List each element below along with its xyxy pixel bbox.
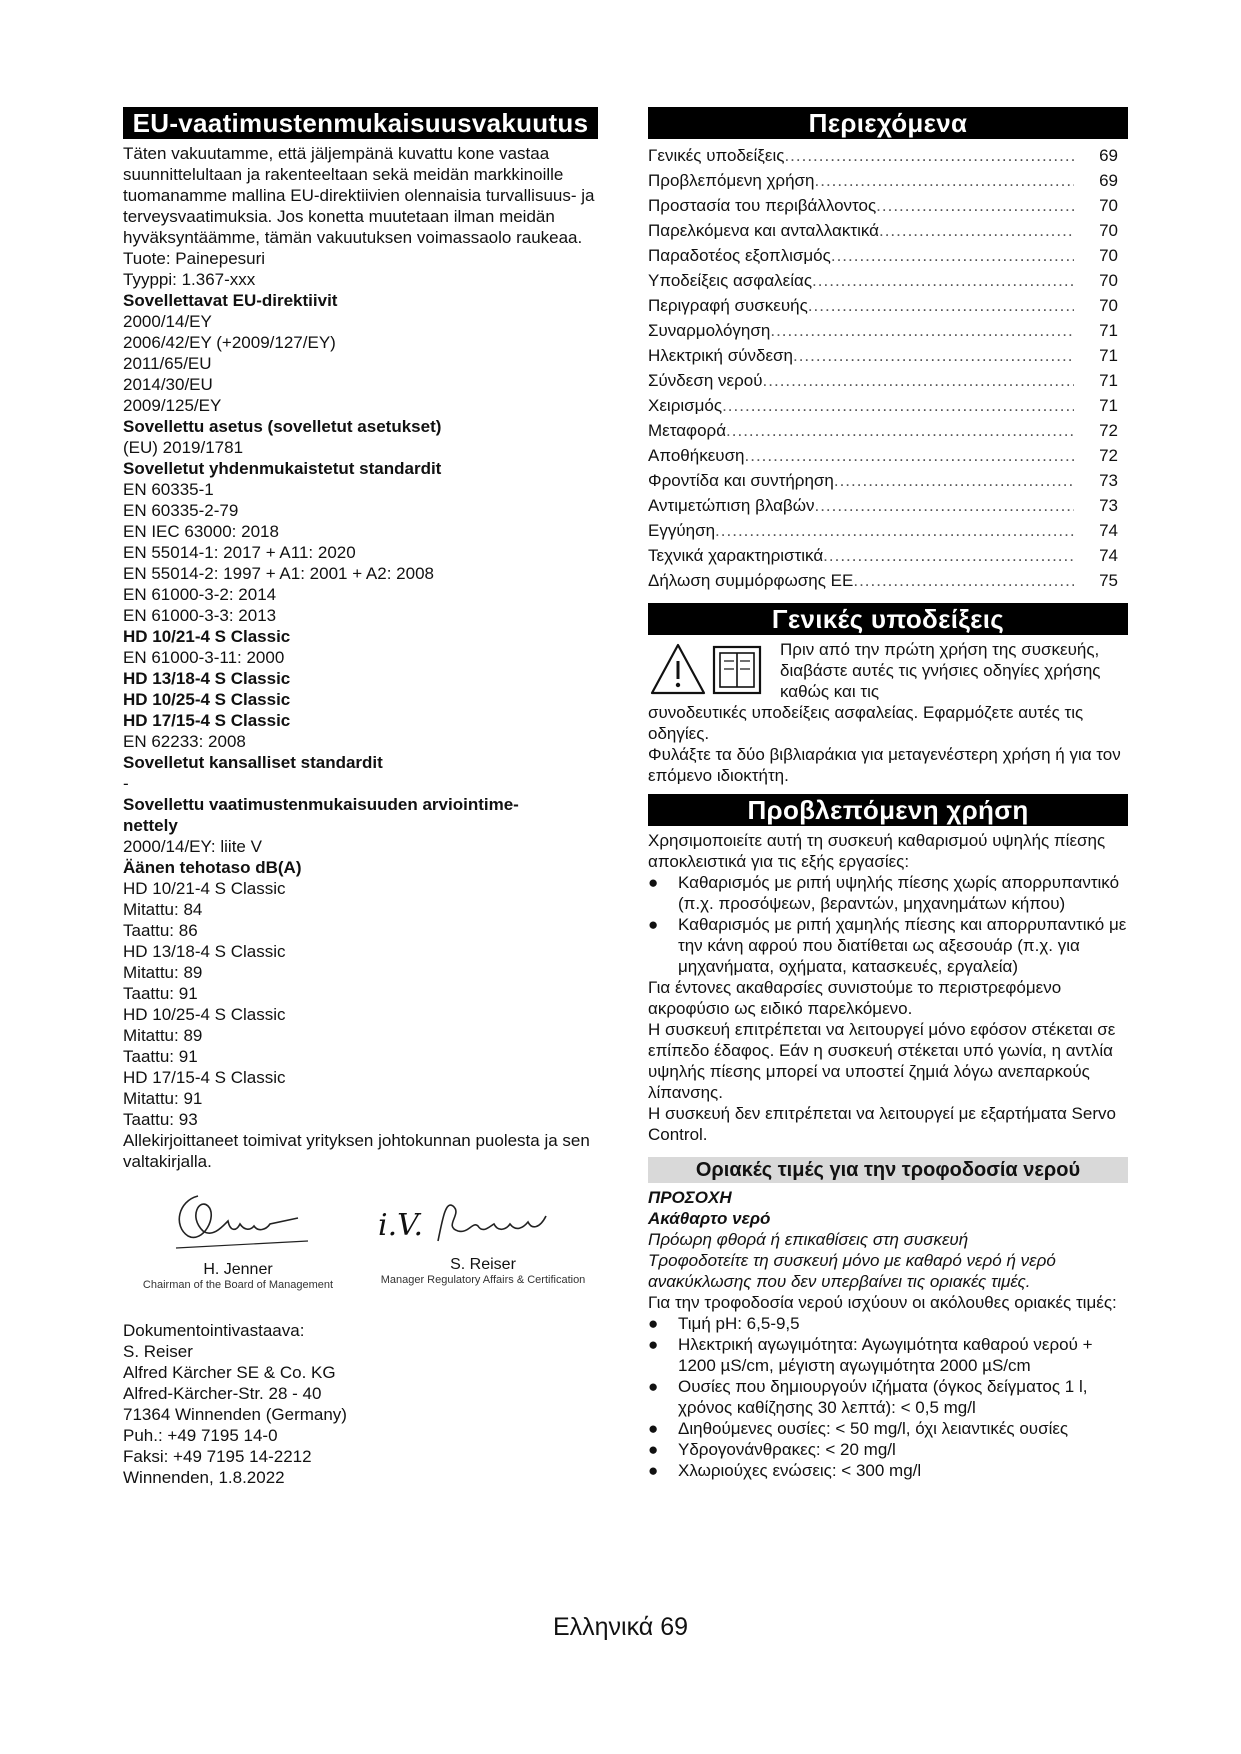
toc-entry[interactable]: Γενικές υποδείξεις ..... 69 bbox=[648, 143, 1118, 168]
use-bullet: ● Καθαρισμός με ριπή υψηλής πίεσης χωρίς απορρυπαντικό (π.χ. προσόψεων, βεραντών, μηχανημάτων κήπου) bbox=[648, 873, 1120, 913]
declaration-title: EU-vaatimustenmukaisuusvakuutus bbox=[123, 107, 598, 139]
directive-item: 2011/65/EU bbox=[123, 354, 212, 373]
use-paragraph: Η συσκευή δεν επιτρέπεται να λειτουργεί με εξαρτήματα Servo Control. bbox=[648, 1104, 1116, 1144]
sound-line: HD 10/21-4 S Classic bbox=[123, 879, 286, 898]
table-of-contents bbox=[648, 143, 1128, 593]
sound-line: Taattu: 91 bbox=[123, 984, 198, 1003]
standard-item: EN 60335-1 bbox=[123, 480, 214, 499]
directives-heading: Sovellettavat EU-direktiivit bbox=[123, 291, 338, 310]
caution-action: Τροφοδοτείτε τη συσκευή μόνο με καθαρό νερό ή νερό ανακύκλωσης που δεν υπερβαίνει τις οριακές τιμές. bbox=[648, 1251, 1056, 1291]
directive-item: 2014/30/EU bbox=[123, 375, 213, 394]
limit-item: ● Τιμή pH: 6,5-9,5 bbox=[648, 1314, 800, 1333]
toc-entry[interactable]: Χειρισμός ..... 71 bbox=[648, 393, 1118, 418]
handwritten-signature-icon bbox=[158, 1186, 318, 1256]
page-footer bbox=[0, 1613, 1241, 1642]
regulation-heading: Sovellettu asetus (sovelletut asetukset) bbox=[123, 417, 442, 436]
signatures bbox=[123, 1186, 598, 1306]
signer-prefix: i.V. bbox=[378, 1208, 424, 1243]
contact-line: Puh.: +49 7195 14-0 bbox=[123, 1426, 278, 1445]
toc-entry[interactable]: Ηλεκτρική σύνδεση ..... 71 bbox=[648, 343, 1118, 368]
national-heading: Sovelletut kansalliset standardit bbox=[123, 753, 383, 772]
sound-heading: Äänen tehotaso dB(A) bbox=[123, 858, 302, 877]
toc-entry[interactable]: Προστασία του περιβάλλοντος ..... 70 bbox=[648, 193, 1118, 218]
sound-line: HD 13/18-4 S Classic bbox=[123, 942, 286, 961]
contact-line: Dokumentointivastaava: bbox=[123, 1321, 305, 1340]
contact-line: Alfred-Kärcher-Str. 28 - 40 bbox=[123, 1384, 322, 1403]
directive-item: 2009/125/EY bbox=[123, 396, 222, 415]
general-text: Φυλάξτε τα δύο βιβλιαράκια για μεταγενέστερη χρήση ή για τον επόμενο ιδιοκτήτη. bbox=[648, 745, 1121, 785]
intro-text: Täten vakuutamme, että jäljempänä kuvattu kone vastaa suunnittelultaan ja rakenteeltaan sekä meidän markkinoille tuomanamme mallina EU-direktiivien olennaisia turvallisuus- ja terveysvaatimuksia. Jos konetta muutetaan ilman meidän hyväksyntäämme, tämän vakuutuksen voimassaolo raukeaa. bbox=[123, 144, 595, 247]
type-line: Tyyppi: 1.367-xxx bbox=[123, 270, 256, 289]
model-heading: HD 10/25-4 S Classic bbox=[123, 690, 291, 709]
model-heading: HD 17/15-4 S Classic bbox=[123, 711, 291, 730]
contact-line: Winnenden, 1.8.2022 bbox=[123, 1468, 285, 1487]
limit-item: ● Ουσίες που δημιουργούν ιζήματα (όγκος δείγματος 1 l, χρόνος καθίζησης 30 λεπτά): < 0,5 mg/l bbox=[648, 1377, 1088, 1417]
directive-item: 2000/14/EY bbox=[123, 312, 212, 331]
standard-item: EN IEC 63000: 2018 bbox=[123, 522, 279, 541]
signed-note: Allekirjoittaneet toimivat yrityksen johtokunnan puolesta ja sen valtakirjalla. bbox=[123, 1131, 590, 1171]
signer-name: S. Reiser bbox=[450, 1256, 516, 1273]
signer-name: H. Jenner bbox=[203, 1261, 273, 1278]
toc-entry[interactable]: Παραδοτέος εξοπλισμός ..... 70 bbox=[648, 243, 1118, 268]
toc-entry[interactable]: Αντιμετώπιση βλαβών ..... 73 bbox=[648, 493, 1118, 518]
warning-triangle-book-icon bbox=[648, 639, 780, 701]
limit-item: ● Ηλεκτρική αγωγιμότητα: Αγωγιμότητα καθαρού νερού + 1200 µS/cm, μέγιστη αγωγιμότητα 2000 µS/cm bbox=[648, 1335, 1093, 1375]
general-title: Γενικές υποδείξεις bbox=[648, 603, 1128, 635]
regulation-value: (EU) 2019/1781 bbox=[123, 438, 244, 457]
limit-item: ● Διηθούμενες ουσίες: < 50 mg/l, όχι λειαντικές ουσίες bbox=[648, 1419, 1069, 1438]
model-standard: EN 61000-3-11: 2000 bbox=[123, 648, 285, 667]
caution-subtitle: Ακάθαρτο νερό bbox=[648, 1209, 771, 1228]
product-line: Tuote: Painepesuri bbox=[123, 249, 266, 268]
sound-line: Mitattu: 89 bbox=[123, 1026, 203, 1045]
standard-item: EN 55014-1: 2017 + A11: 2020 bbox=[123, 543, 356, 562]
national-value: - bbox=[123, 774, 129, 793]
model-heading: HD 13/18-4 S Classic bbox=[123, 669, 291, 688]
limit-item: ● Χλωριούχες ενώσεις: < 300 mg/l bbox=[648, 1461, 922, 1480]
footer-language: Ελληνικά bbox=[552, 1613, 654, 1641]
sound-line: Mitattu: 91 bbox=[123, 1089, 203, 1108]
model-heading: HD 10/21-4 S Classic bbox=[123, 627, 291, 646]
standard-item: EN 60335-2-79 bbox=[123, 501, 239, 520]
contact-line: Alfred Kärcher SE & Co. KG bbox=[123, 1363, 336, 1382]
standard-item: EN 61000-3-2: 2014 bbox=[123, 585, 277, 604]
toc-entry[interactable]: Εγγύηση ..... 74 bbox=[648, 518, 1118, 543]
standard-item: EN 55014-2: 1997 + A1: 2001 + A2: 2008 bbox=[123, 564, 434, 583]
contact-block bbox=[123, 1320, 598, 1488]
limit-item: ● Υδρογονάνθρακες: < 20 mg/l bbox=[648, 1440, 896, 1459]
caution-text: Πρόωρη φθορά ή επικαθίσεις στη συσκευή bbox=[648, 1230, 969, 1249]
general-text: συνοδευτικές υποδείξεις ασφαλείας. Εφαρμόζετε αυτές τις οδηγίες. bbox=[648, 703, 1084, 743]
sound-line: Taattu: 91 bbox=[123, 1047, 198, 1066]
limits-intro: Για την τροφοδοσία νερού ισχύουν οι ακόλουθες οριακές τιμές: bbox=[648, 1293, 1117, 1312]
assessment-heading: nettely bbox=[123, 816, 178, 835]
warning-manual-icons bbox=[648, 639, 780, 701]
contact-line: 71364 Winnenden (Germany) bbox=[123, 1405, 347, 1424]
model-standard: EN 62233: 2008 bbox=[123, 732, 246, 751]
sound-line: Taattu: 86 bbox=[123, 921, 198, 940]
sound-line: Mitattu: 89 bbox=[123, 963, 203, 982]
sound-line: HD 10/25-4 S Classic bbox=[123, 1005, 286, 1024]
intended-use-title: Προβλεπόμενη χρήση bbox=[648, 794, 1128, 826]
use-paragraph: Η συσκευή επιτρέπεται να λειτουργεί μόνο εφόσον στέκεται σε επίπεδο έδαφος. Εάν η συσκευή στέκεται υπό γωνία, η αντλία υψηλής πίεσης μπορεί να υποστεί ζημιά λόγω ανεπαρκούς λίπανσης. bbox=[648, 1020, 1116, 1102]
contact-line: Faksi: +49 7195 14-2212 bbox=[123, 1447, 312, 1466]
toc-entry[interactable]: Παρελκόμενα και ανταλλακτικά ..... 70 bbox=[648, 218, 1118, 243]
toc-entry[interactable]: Φροντίδα και συντήρηση ..... 73 bbox=[648, 468, 1118, 493]
water-limits-title: Οριακές τιμές για την τροφοδοσία νερού bbox=[648, 1157, 1128, 1183]
signature-reiser bbox=[368, 1186, 598, 1286]
signer-role: Chairman of the Board of Management bbox=[142, 1279, 334, 1291]
toc-entry[interactable]: Μεταφορά ..... 72 bbox=[648, 418, 1118, 443]
contact-line: S. Reiser bbox=[123, 1342, 193, 1361]
assessment-heading: Sovellettu vaatimustenmukaisuuden arviointime- bbox=[123, 795, 519, 814]
signer-role: Manager Regulatory Affairs & Certification bbox=[380, 1274, 586, 1286]
toc-entry[interactable]: Συναρμολόγηση ..... 71 bbox=[648, 318, 1118, 343]
general-notice bbox=[648, 639, 1128, 702]
sound-line: Mitattu: 84 bbox=[123, 900, 203, 919]
use-intro: Χρησιμοποιείτε αυτή τη συσκευή καθαρισμού υψηλής πίεσης αποκλειστικά για τις εξής εργασίες: bbox=[648, 831, 1106, 871]
toc-entry[interactable]: Προβλεπόμενη χρήση ..... 69 bbox=[648, 168, 1118, 193]
use-bullet: ● Καθαρισμός με ριπή χαμηλής πίεσης και απορρυπαντικό με την κάνη αφρού που διατίθεται ως αξεσουάρ (π.χ. για μηχανήματα, οχήματα, κατασκευές, εργαλεία) bbox=[648, 915, 1127, 976]
toc-entry[interactable]: Περιγραφή συσκευής ..... 70 bbox=[648, 293, 1118, 318]
use-paragraph: Για έντονες ακαθαρσίες συνιστούμε το περιστρεφόμενο ακροφύσιο ως ειδικό παρελκόμενο. bbox=[648, 978, 1062, 1018]
handwritten-signature-icon bbox=[428, 1186, 568, 1256]
general-text: Πριν από την πρώτη χρήση της συσκευής, διαβάστε αυτές τις γνήσιες οδηγίες χρήσης καθώς και τις bbox=[780, 640, 1101, 701]
standards-heading: Sovelletut yhdenmukaistetut standardit bbox=[123, 459, 442, 478]
caution-label: ΠΡΟΣΟΧΗ bbox=[648, 1188, 732, 1207]
toc-entry[interactable]: Υποδείξεις ασφαλείας ..... 70 bbox=[648, 268, 1118, 293]
toc-entry[interactable]: Αποθήκευση ..... 72 bbox=[648, 443, 1118, 468]
sound-line: Taattu: 93 bbox=[123, 1110, 198, 1129]
toc-entry[interactable]: Σύνδεση νερού ..... 71 bbox=[648, 368, 1118, 393]
footer-page-number: 69 bbox=[660, 1613, 689, 1641]
toc-title: Περιεχόμενα bbox=[648, 107, 1128, 139]
signature-jenner bbox=[123, 1186, 353, 1291]
right-column bbox=[648, 107, 1128, 1481]
toc-entry[interactable]: Τεχνικά χαρακτηριστικά ..... 74 bbox=[648, 543, 1118, 568]
left-column bbox=[123, 107, 598, 1488]
directive-item: 2006/42/EY (+2009/127/EY) bbox=[123, 333, 336, 352]
assessment-value: 2000/14/EY: liite V bbox=[123, 837, 262, 856]
standard-item: EN 61000-3-3: 2013 bbox=[123, 606, 277, 625]
toc-entry[interactable]: Δήλωση συμμόρφωσης ΕΕ ..... 75 bbox=[648, 568, 1118, 593]
sound-line: HD 17/15-4 S Classic bbox=[123, 1068, 286, 1087]
